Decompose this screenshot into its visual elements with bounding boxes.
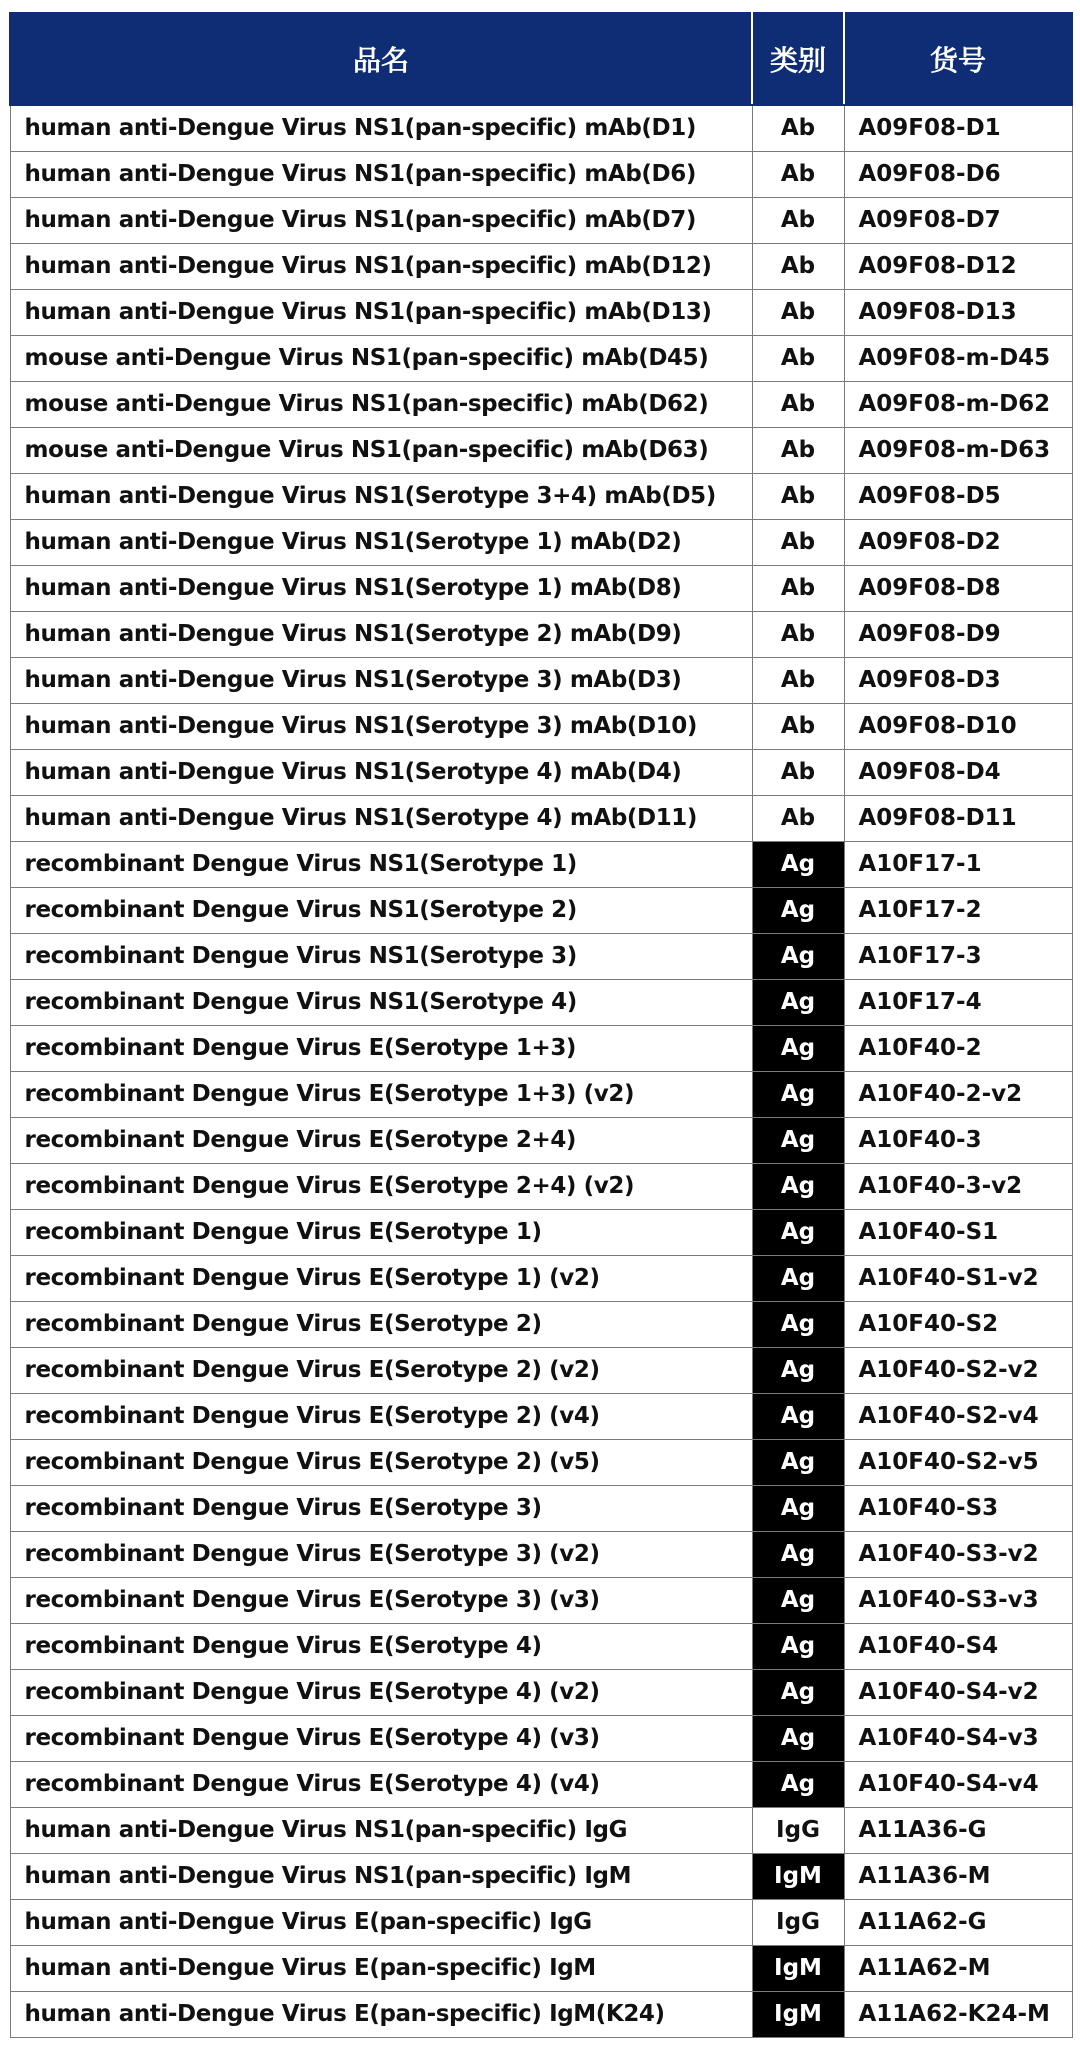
catalog-number-cell: A10F17-3 — [844, 934, 1072, 980]
catalog-number-cell: A11A62-K24-M — [844, 1992, 1072, 2038]
product-table — [9, 12, 1073, 2038]
catalog-number-cell: A11A62-G — [844, 1900, 1072, 1946]
column-header-category: 类别 — [752, 13, 844, 105]
product-name-cell: recombinant Dengue Virus NS1(Serotype 4) — [10, 980, 752, 1026]
table-row — [10, 198, 1072, 244]
table-row — [10, 428, 1072, 474]
product-name-cell: human anti-Dengue Virus E(pan-specific) IgM — [10, 1946, 752, 1992]
category-cell: Ag — [752, 980, 844, 1026]
catalog-number-cell: A10F17-2 — [844, 888, 1072, 934]
catalog-number-cell: A09F08-D3 — [844, 658, 1072, 704]
product-name-cell: recombinant Dengue Virus E(Serotype 4) (v2) — [10, 1670, 752, 1716]
table-row — [10, 1808, 1072, 1854]
product-name-cell: human anti-Dengue Virus NS1(Serotype 3) mAb(D10) — [10, 704, 752, 750]
table-row — [10, 1624, 1072, 1670]
category-cell: Ab — [752, 474, 844, 520]
table-row — [10, 1762, 1072, 1808]
table-row — [10, 1164, 1072, 1210]
table-row — [10, 382, 1072, 428]
category-cell: Ag — [752, 1670, 844, 1716]
category-cell: Ab — [752, 520, 844, 566]
product-name-cell: human anti-Dengue Virus NS1(Serotype 1) mAb(D2) — [10, 520, 752, 566]
product-name-cell: human anti-Dengue Virus E(pan-specific) IgM(K24) — [10, 1992, 752, 2038]
category-cell: Ag — [752, 1118, 844, 1164]
catalog-number-cell: A10F40-S4-v4 — [844, 1762, 1072, 1808]
table-row — [10, 520, 1072, 566]
category-cell: Ag — [752, 1394, 844, 1440]
catalog-number-cell: A09F08-m-D63 — [844, 428, 1072, 474]
catalog-number-cell: A10F40-S3-v3 — [844, 1578, 1072, 1624]
catalog-number-cell: A10F40-S4-v2 — [844, 1670, 1072, 1716]
product-name-cell: human anti-Dengue Virus NS1(pan-specific) IgM — [10, 1854, 752, 1900]
category-cell: Ag — [752, 1026, 844, 1072]
product-name-cell: recombinant Dengue Virus E(Serotype 3) (v3) — [10, 1578, 752, 1624]
table-row — [10, 1946, 1072, 1992]
category-cell: IgM — [752, 1854, 844, 1900]
table-row — [10, 1854, 1072, 1900]
catalog-number-cell: A10F17-4 — [844, 980, 1072, 1026]
category-cell: Ag — [752, 1210, 844, 1256]
category-cell: Ab — [752, 382, 844, 428]
header-row — [10, 13, 1072, 105]
product-name-cell: recombinant Dengue Virus E(Serotype 2+4) — [10, 1118, 752, 1164]
category-cell: Ab — [752, 198, 844, 244]
category-cell: Ag — [752, 1256, 844, 1302]
catalog-number-cell: A09F08-D9 — [844, 612, 1072, 658]
table-row — [10, 1578, 1072, 1624]
table-row — [10, 1992, 1072, 2038]
table-row — [10, 290, 1072, 336]
product-name-cell: human anti-Dengue Virus NS1(pan-specific) mAb(D6) — [10, 152, 752, 198]
catalog-number-cell: A11A36-M — [844, 1854, 1072, 1900]
table-row — [10, 1026, 1072, 1072]
category-cell: IgG — [752, 1900, 844, 1946]
catalog-number-cell: A10F40-S3 — [844, 1486, 1072, 1532]
table-row — [10, 612, 1072, 658]
table-row — [10, 1348, 1072, 1394]
table-row — [10, 1302, 1072, 1348]
product-name-cell: human anti-Dengue Virus NS1(Serotype 3+4) mAb(D5) — [10, 474, 752, 520]
table-row — [10, 1394, 1072, 1440]
category-cell: IgG — [752, 1808, 844, 1854]
product-name-cell: human anti-Dengue Virus NS1(pan-specific) mAb(D7) — [10, 198, 752, 244]
table-row — [10, 1670, 1072, 1716]
category-cell: Ab — [752, 612, 844, 658]
product-name-cell: human anti-Dengue Virus NS1(Serotype 4) mAb(D4) — [10, 750, 752, 796]
product-name-cell: recombinant Dengue Virus E(Serotype 4) (v4) — [10, 1762, 752, 1808]
catalog-number-cell: A10F40-S2 — [844, 1302, 1072, 1348]
table-row — [10, 566, 1072, 612]
product-name-cell: human anti-Dengue Virus NS1(pan-specific) mAb(D1) — [10, 105, 752, 152]
catalog-number-cell: A09F08-m-D62 — [844, 382, 1072, 428]
category-cell: IgM — [752, 1946, 844, 1992]
category-cell: Ab — [752, 290, 844, 336]
table-row — [10, 750, 1072, 796]
category-cell: Ag — [752, 1440, 844, 1486]
catalog-number-cell: A09F08-D7 — [844, 198, 1072, 244]
category-cell: Ag — [752, 934, 844, 980]
table-row — [10, 1440, 1072, 1486]
table-row — [10, 1486, 1072, 1532]
catalog-number-cell: A10F40-3-v2 — [844, 1164, 1072, 1210]
category-cell: Ag — [752, 1532, 844, 1578]
catalog-number-cell: A10F40-S1-v2 — [844, 1256, 1072, 1302]
category-cell: Ag — [752, 888, 844, 934]
product-name-cell: recombinant Dengue Virus E(Serotype 1+3) (v2) — [10, 1072, 752, 1118]
product-name-cell: human anti-Dengue Virus NS1(Serotype 3) mAb(D3) — [10, 658, 752, 704]
catalog-number-cell: A09F08-D4 — [844, 750, 1072, 796]
table-row — [10, 980, 1072, 1026]
product-name-cell: recombinant Dengue Virus NS1(Serotype 1) — [10, 842, 752, 888]
product-name-cell: recombinant Dengue Virus E(Serotype 2) (v4) — [10, 1394, 752, 1440]
catalog-number-cell: A10F40-S2-v4 — [844, 1394, 1072, 1440]
product-name-cell: recombinant Dengue Virus NS1(Serotype 3) — [10, 934, 752, 980]
catalog-number-cell: A09F08-D10 — [844, 704, 1072, 750]
category-cell: Ag — [752, 1486, 844, 1532]
product-name-cell: mouse anti-Dengue Virus NS1(pan-specific) mAb(D45) — [10, 336, 752, 382]
table-row — [10, 888, 1072, 934]
product-name-cell: human anti-Dengue Virus NS1(pan-specific) mAb(D13) — [10, 290, 752, 336]
product-name-cell: human anti-Dengue Virus NS1(Serotype 4) mAb(D11) — [10, 796, 752, 842]
product-name-cell: recombinant Dengue Virus E(Serotype 3) — [10, 1486, 752, 1532]
catalog-number-cell: A09F08-D6 — [844, 152, 1072, 198]
catalog-number-cell: A09F08-D5 — [844, 474, 1072, 520]
product-name-cell: human anti-Dengue Virus NS1(Serotype 1) mAb(D8) — [10, 566, 752, 612]
product-name-cell: recombinant Dengue Virus E(Serotype 2) — [10, 1302, 752, 1348]
category-cell: Ab — [752, 105, 844, 152]
table-row — [10, 842, 1072, 888]
table-row — [10, 244, 1072, 290]
table-row — [10, 474, 1072, 520]
catalog-number-cell: A10F40-S4 — [844, 1624, 1072, 1670]
catalog-number-cell: A09F08-D2 — [844, 520, 1072, 566]
category-cell: Ab — [752, 750, 844, 796]
catalog-number-cell: A10F40-2 — [844, 1026, 1072, 1072]
product-name-cell: recombinant Dengue Virus E(Serotype 2+4) (v2) — [10, 1164, 752, 1210]
product-name-cell: recombinant Dengue Virus E(Serotype 1) — [10, 1210, 752, 1256]
product-name-cell: recombinant Dengue Virus E(Serotype 1+3) — [10, 1026, 752, 1072]
catalog-number-cell: A09F08-D13 — [844, 290, 1072, 336]
table-row — [10, 1900, 1072, 1946]
table-row — [10, 1072, 1072, 1118]
category-cell: Ab — [752, 796, 844, 842]
product-name-cell: human anti-Dengue Virus NS1(pan-specific) mAb(D12) — [10, 244, 752, 290]
catalog-number-cell: A11A62-M — [844, 1946, 1072, 1992]
table-row — [10, 796, 1072, 842]
table-row — [10, 934, 1072, 980]
category-cell: Ab — [752, 336, 844, 382]
category-cell: Ag — [752, 1624, 844, 1670]
column-header-product-name: 品名 — [10, 13, 752, 105]
catalog-number-cell: A10F40-S2-v5 — [844, 1440, 1072, 1486]
category-cell: Ag — [752, 1578, 844, 1624]
product-name-cell: recombinant Dengue Virus E(Serotype 2) (v5) — [10, 1440, 752, 1486]
catalog-number-cell: A09F08-D12 — [844, 244, 1072, 290]
catalog-number-cell: A10F40-S1 — [844, 1210, 1072, 1256]
table-row — [10, 1118, 1072, 1164]
category-cell: Ab — [752, 566, 844, 612]
table-row — [10, 1256, 1072, 1302]
category-cell: Ab — [752, 704, 844, 750]
table-row — [10, 152, 1072, 198]
catalog-number-cell: A10F17-1 — [844, 842, 1072, 888]
product-name-cell: recombinant Dengue Virus E(Serotype 1) (v2) — [10, 1256, 752, 1302]
product-name-cell: human anti-Dengue Virus NS1(pan-specific) IgG — [10, 1808, 752, 1854]
category-cell: Ab — [752, 152, 844, 198]
table-row — [10, 1716, 1072, 1762]
column-header-catalog-number: 货号 — [844, 13, 1072, 105]
product-name-cell: recombinant Dengue Virus E(Serotype 2) (v2) — [10, 1348, 752, 1394]
catalog-number-cell: A10F40-3 — [844, 1118, 1072, 1164]
table-row — [10, 105, 1072, 152]
catalog-number-cell: A10F40-S4-v3 — [844, 1716, 1072, 1762]
category-cell: Ag — [752, 1302, 844, 1348]
product-name-cell: mouse anti-Dengue Virus NS1(pan-specific) mAb(D62) — [10, 382, 752, 428]
product-name-cell: recombinant Dengue Virus NS1(Serotype 2) — [10, 888, 752, 934]
catalog-number-cell: A09F08-D11 — [844, 796, 1072, 842]
category-cell: Ab — [752, 658, 844, 704]
category-cell: Ag — [752, 1164, 844, 1210]
catalog-number-cell: A10F40-S2-v2 — [844, 1348, 1072, 1394]
catalog-number-cell: A09F08-m-D45 — [844, 336, 1072, 382]
catalog-number-cell: A10F40-2-v2 — [844, 1072, 1072, 1118]
table-row — [10, 658, 1072, 704]
product-name-cell: human anti-Dengue Virus E(pan-specific) IgG — [10, 1900, 752, 1946]
product-name-cell: human anti-Dengue Virus NS1(Serotype 2) mAb(D9) — [10, 612, 752, 658]
category-cell: Ag — [752, 1072, 844, 1118]
table-body — [10, 105, 1072, 2038]
table-row — [10, 336, 1072, 382]
table-row — [10, 704, 1072, 750]
catalog-number-cell: A09F08-D8 — [844, 566, 1072, 612]
catalog-number-cell: A10F40-S3-v2 — [844, 1532, 1072, 1578]
category-cell: Ag — [752, 1348, 844, 1394]
catalog-number-cell: A09F08-D1 — [844, 105, 1072, 152]
category-cell: Ab — [752, 244, 844, 290]
category-cell: Ag — [752, 842, 844, 888]
product-name-cell: recombinant Dengue Virus E(Serotype 4) (v3) — [10, 1716, 752, 1762]
catalog-number-cell: A11A36-G — [844, 1808, 1072, 1854]
category-cell: Ag — [752, 1762, 844, 1808]
category-cell: IgM — [752, 1992, 844, 2038]
product-name-cell: recombinant Dengue Virus E(Serotype 3) (v2) — [10, 1532, 752, 1578]
table-row — [10, 1532, 1072, 1578]
table-row — [10, 1210, 1072, 1256]
category-cell: Ab — [752, 428, 844, 474]
product-name-cell: mouse anti-Dengue Virus NS1(pan-specific) mAb(D63) — [10, 428, 752, 474]
category-cell: Ag — [752, 1716, 844, 1762]
product-name-cell: recombinant Dengue Virus E(Serotype 4) — [10, 1624, 752, 1670]
